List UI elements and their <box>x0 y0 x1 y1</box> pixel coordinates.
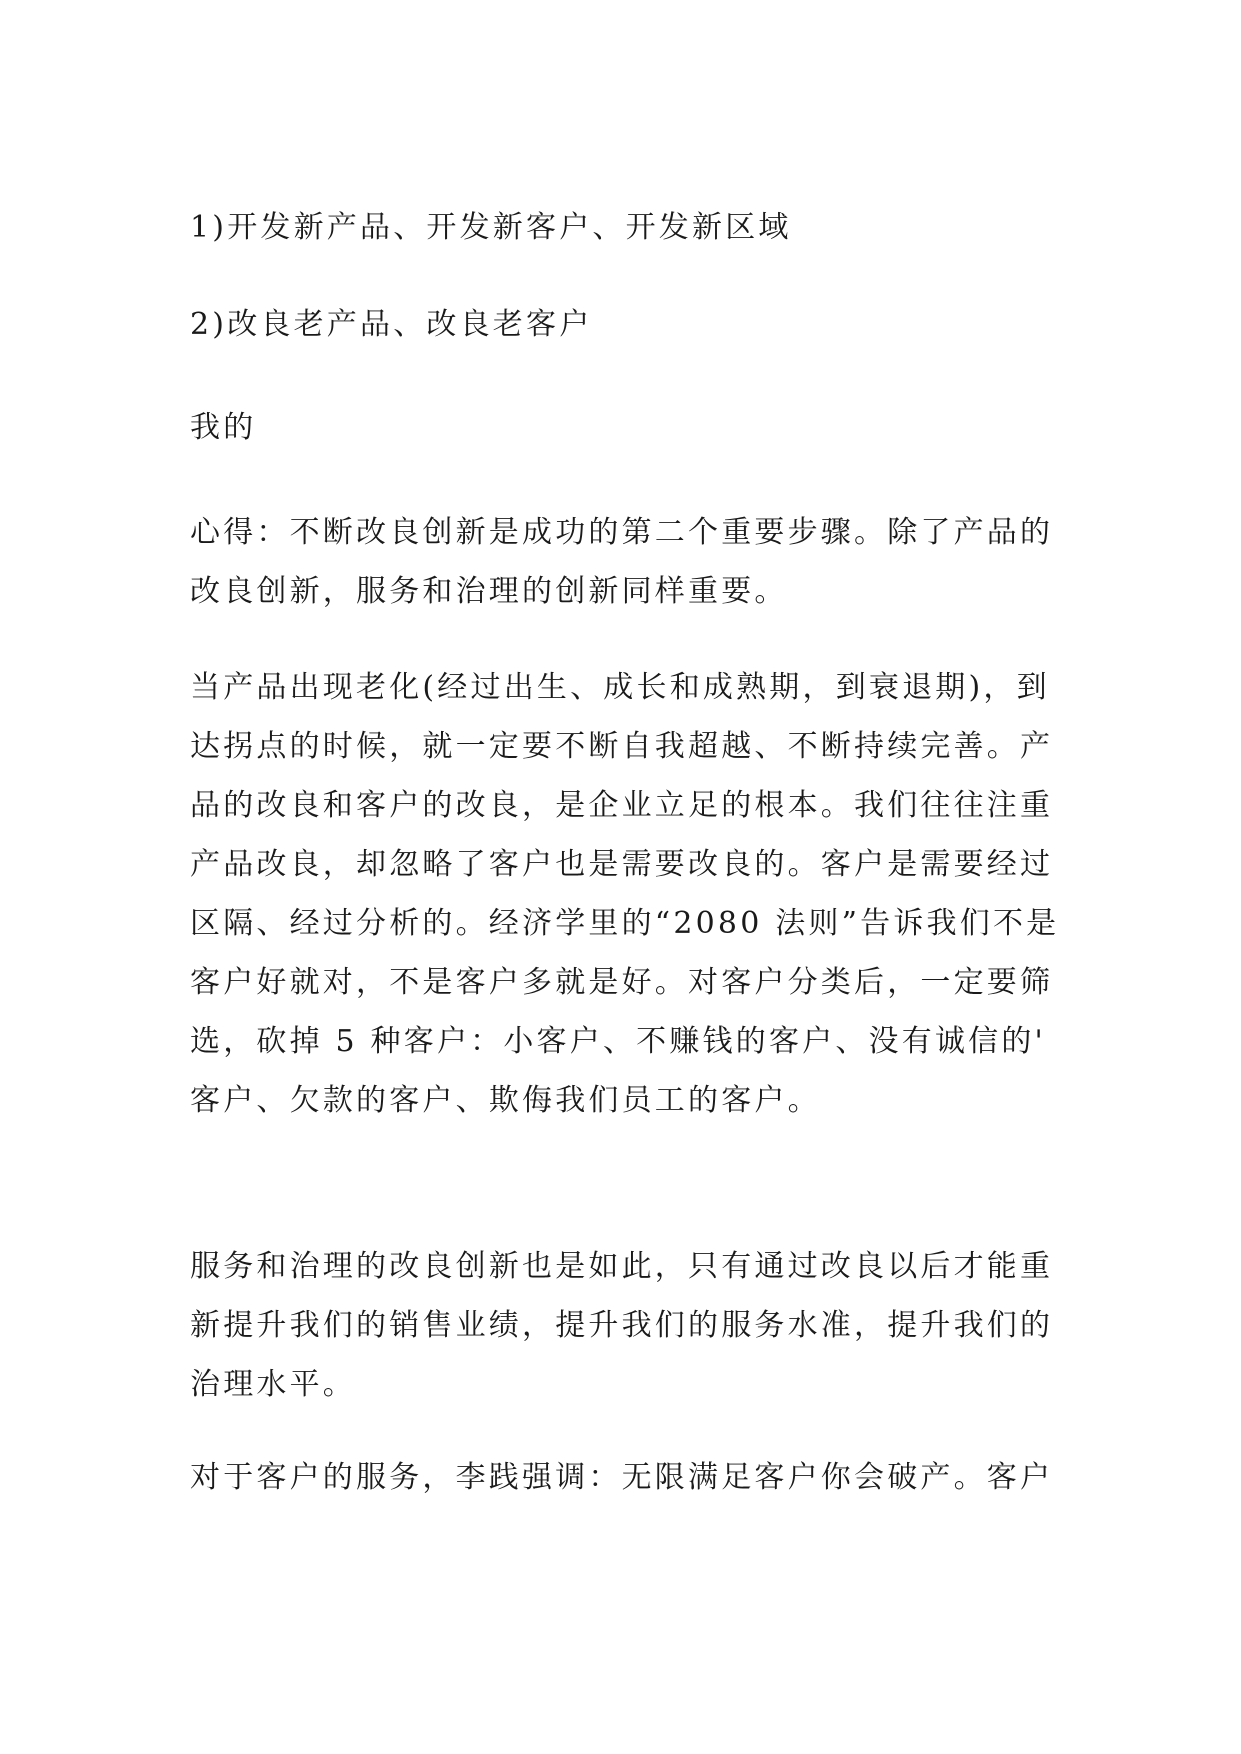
text-line: 对于客户的服务，李践强调：无限满足客户你会破产。客户 <box>190 1460 1054 1495</box>
text-line: 我的 <box>190 410 257 445</box>
text-line: 服务和治理的改良创新也是如此，只有通过改良以后才能重 <box>190 1249 1054 1284</box>
text-line: 品的改良和客户的改良，是企业立足的根本。我们往往注重 <box>190 788 1054 823</box>
list-item-1 <box>190 198 1060 257</box>
paragraph-service-management <box>190 1237 1060 1414</box>
text-line: 1)开发新产品、开发新客户、开发新区域 <box>190 210 792 245</box>
list-item-2 <box>190 295 1060 354</box>
text-line: 选，砍掉 5 种客户：小客户、不赚钱的客户、没有诚信的' <box>190 1024 1047 1059</box>
text-line: 客户、欠款的客户、欺侮我们员工的客户。 <box>190 1083 821 1118</box>
text-line: 2)改良老产品、改良老客户 <box>190 307 593 342</box>
text-line: 改良创新，服务和治理的创新同样重要。 <box>190 574 788 609</box>
text-line: 产品改良，却忽略了客户也是需要改良的。客户是需要经过 <box>190 847 1054 882</box>
text-line: 达拐点的时候，就一定要不断自我超越、不断持续完善。产 <box>190 729 1054 764</box>
text-line: 新提升我们的销售业绩，提升我们的服务水准，提升我们的 <box>190 1308 1054 1343</box>
paragraph-product-customer <box>190 658 1060 1130</box>
paragraph-insight <box>190 503 1060 621</box>
text-line: 当产品出现老化(经过出生、成长和成熟期，到衰退期)，到 <box>190 670 1050 705</box>
text-line: 区隔、经过分析的。经济学里的“2080 法则”告诉我们不是 <box>190 906 1060 941</box>
text-line: 心得：不断改良创新是成功的第二个重要步骤。除了产品的 <box>190 515 1054 550</box>
paragraph-customer-service <box>190 1448 1060 1507</box>
text-line: 治理水平。 <box>190 1367 356 1402</box>
text-line: 客户好就对，不是客户多就是好。对客户分类后，一定要筛 <box>190 965 1054 1000</box>
paragraph-heading <box>190 398 1060 457</box>
